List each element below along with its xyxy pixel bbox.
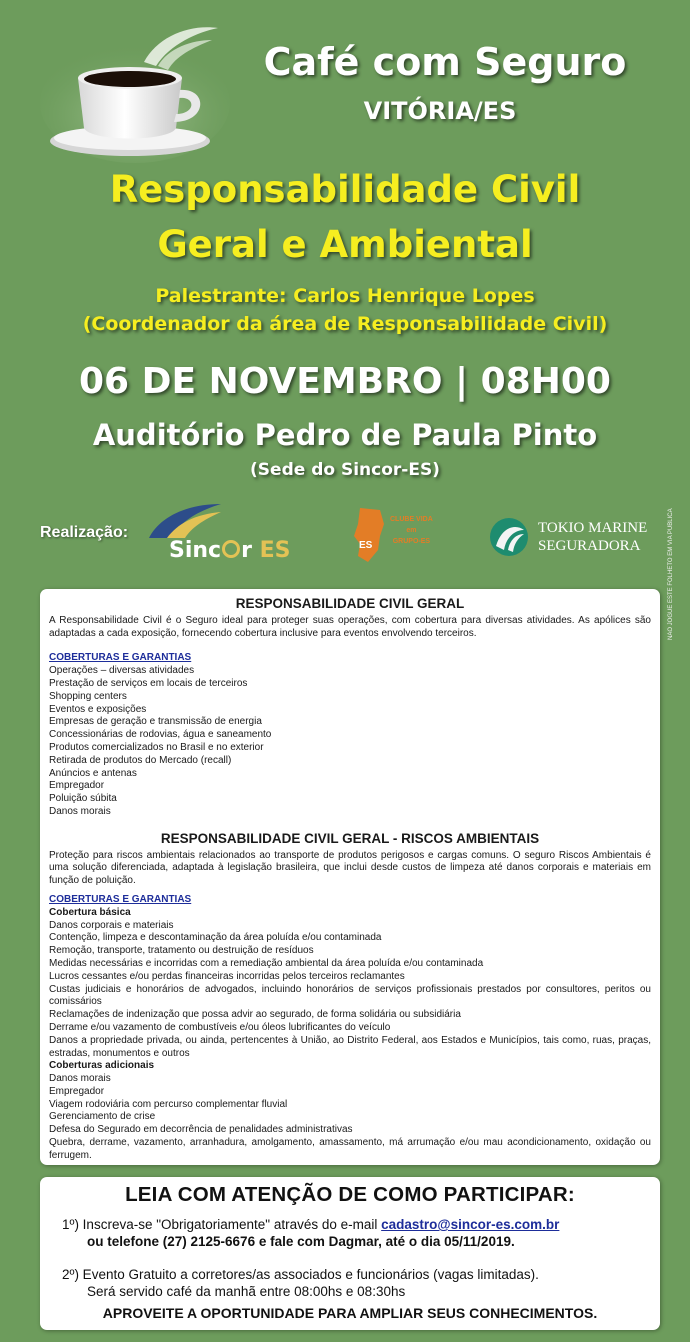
list-item: Danos morais: [49, 805, 111, 817]
section1-coverage-title: COBERTURAS E GARANTIAS: [49, 652, 192, 664]
list-item: Derrame e/ou vazamento de combustíveis e/ou óleos lubrificantes do veículo: [49, 1021, 391, 1033]
event-title-line-1: Responsabilidade Civil: [109, 168, 581, 211]
clube-mark: ES: [359, 540, 373, 551]
section2-additional-list: [49, 1073, 651, 1163]
clube-text-3: GRUPO-ES: [392, 538, 431, 545]
section2-coverage-title: COBERTURAS E GARANTIAS: [49, 893, 192, 905]
participation-footer: APROVEITE A OPORTUNIDADE PARA AMPLIAR SEUS CONHECIMENTOS.: [102, 1305, 598, 1321]
section2-intro: Proteção para riscos ambientais relacionados ao transporte de produtos perigosos e cargas comuns. O seguro Riscos Ambientais é uma solução diferenciada, adaptada à legislação brasileira, que inclui desde custos de limpeza até danos corporais e materiais em função de poluição.: [49, 849, 651, 887]
section1-intro: A Responsabilidade Civil é o Seguro ideal para proteger suas operações, com cobertura para diversas atividades. As apólices são adaptadas a cada exposição, fornecendo cobertura inclusive para eventos envolvendo terceiros.: [49, 614, 651, 639]
event-date: 06 DE NOVEMBRO | 08H00: [79, 361, 611, 402]
info-box: [40, 589, 660, 1165]
list-item: Custas judiciais e honorários de advogados, incluindo honorários de serviços profissionais prestados por consultores, peritos ou comissários: [49, 983, 651, 1008]
realizacao-label: Realização:: [40, 524, 129, 541]
list-item: Prestação de serviços em locais de terceiros: [49, 677, 248, 689]
list-item: Operações – diversas atividades: [49, 665, 195, 677]
clube-vida-logo: [350, 506, 460, 566]
sincor-text-es: ES: [259, 538, 291, 563]
clube-text-1: CLUBE VIDA: [390, 516, 433, 523]
event-venue-sub: (Sede do Sincor-ES): [250, 460, 440, 480]
list-item: Contenção, limpeza e descontaminação da área poluída e/ou contaminada: [49, 932, 382, 944]
tokio-marine-sub: SEGURADORA: [538, 538, 641, 554]
tokio-marine-logo: [488, 516, 668, 560]
section1-title: RESPONSABILIDADE CIVIL GERAL: [235, 596, 465, 611]
list-item: Poluição súbita: [49, 793, 117, 805]
es-map-icon: [350, 506, 388, 564]
list-item: Retirada de produtos do Mercado (recall): [49, 754, 232, 766]
participation-title: LEIA COM ATENÇÃO DE COMO PARTICIPAR:: [125, 1183, 575, 1206]
list-item: Remoção, transporte, tratamento ou destruição de resíduos: [49, 945, 314, 957]
section2-additional-title: Coberturas adicionais: [49, 1060, 155, 1072]
tokio-marine-emblem-icon: [488, 516, 530, 558]
list-item: Empregador: [49, 1085, 105, 1097]
speaker-role: (Coordenador da área de Responsabilidade Civil): [82, 313, 608, 335]
tokio-marine-name: TOKIO MARINE: [538, 520, 648, 536]
list-item: Produtos comercializados no Brasil e no exterior: [49, 741, 264, 753]
list-item: Medidas necessárias e incorridas com a remediação ambiental da área poluída e/ou contaminada: [49, 957, 484, 969]
list-item: Quebra, derrame, vazamento, arranhadura, amolgamento, amassamento, má arrumação e/ou mau acondicionamento, oxidação ou ferrugem.: [49, 1137, 651, 1161]
participation-box: [40, 1177, 660, 1330]
event-venue: Auditório Pedro de Paula Pinto: [92, 418, 598, 452]
list-item: Empresas de geração e transmissão de energia: [49, 716, 262, 728]
list-item: Anúncios e antenas: [49, 767, 137, 779]
step2-breakfast: Será servido café da manhã entre 08:00hs e 08:30hs: [87, 1284, 406, 1299]
list-item: Shopping centers: [49, 690, 127, 702]
list-item: Defesa do Segurado em decorrência de penalidades administrativas: [49, 1124, 353, 1136]
event-city: VITÓRIA/ES: [363, 97, 517, 125]
step1-text: 1º) Inscreva-se "Obrigatoriamente" através do e-mail: [62, 1217, 382, 1232]
list-item: Danos a propriedade privada, ou ainda, pertencentes à União, ao Distrito Federal, aos Estados e Municípios, tais como, ruas, praças, estradas, monumentos e outros: [49, 1034, 651, 1059]
registration-email-link[interactable]: cadastro@sincor-es.com.br: [381, 1217, 560, 1232]
sincor-wing-icon: [145, 500, 225, 540]
side-disposal-note: NÃO JOGUE ESTE FOLHETO EM VIA PÚBLICA: [668, 508, 674, 640]
sincor-text-b: r: [241, 538, 252, 563]
section2-basic-title: Cobertura básica: [49, 906, 131, 918]
speaker-name: Palestrante: Carlos Henrique Lopes: [155, 285, 535, 307]
list-item: Gerenciamento de crise: [49, 1111, 156, 1123]
list-item: Lucros cessantes e/ou perdas financeiras incorridas pelos terceiros reclamantes: [49, 970, 405, 982]
list-item: Danos corporais e materiais: [49, 919, 174, 931]
list-item: Reclamações de indenização que possa advir ao segurado, de forma solidária ou subsidiária: [49, 1009, 461, 1021]
section1-list: [49, 665, 651, 819]
list-item: Viagem rodoviária com percurso complementar fluvial: [49, 1098, 288, 1110]
list-item: Eventos e exposições: [49, 703, 147, 715]
step2-text: 2º) Evento Gratuito a corretores/as associados e funcionários (vagas limitadas).: [62, 1267, 539, 1282]
step1-phone: ou telefone (27) 2125-6676 e fale com Dagmar, até o dia 05/11/2019.: [87, 1234, 515, 1249]
sincor-text-a: Sinc: [169, 538, 222, 563]
clube-text-2: em: [406, 527, 417, 534]
sincor-o-icon: [222, 540, 240, 558]
list-item: Danos morais: [49, 1073, 111, 1085]
sincor-logo: [145, 500, 305, 568]
list-item: Concessionárias de rodovias, água e saneamento: [49, 729, 272, 741]
event-series-title: Café com Seguro: [263, 40, 627, 84]
section2-basic-list: [49, 920, 651, 1061]
section2-title: RESPONSABILIDADE CIVIL GERAL - RISCOS AMBIENTAIS: [160, 830, 540, 846]
event-title-line-2: Geral e Ambiental: [157, 223, 533, 266]
list-item: Empregador: [49, 780, 105, 792]
